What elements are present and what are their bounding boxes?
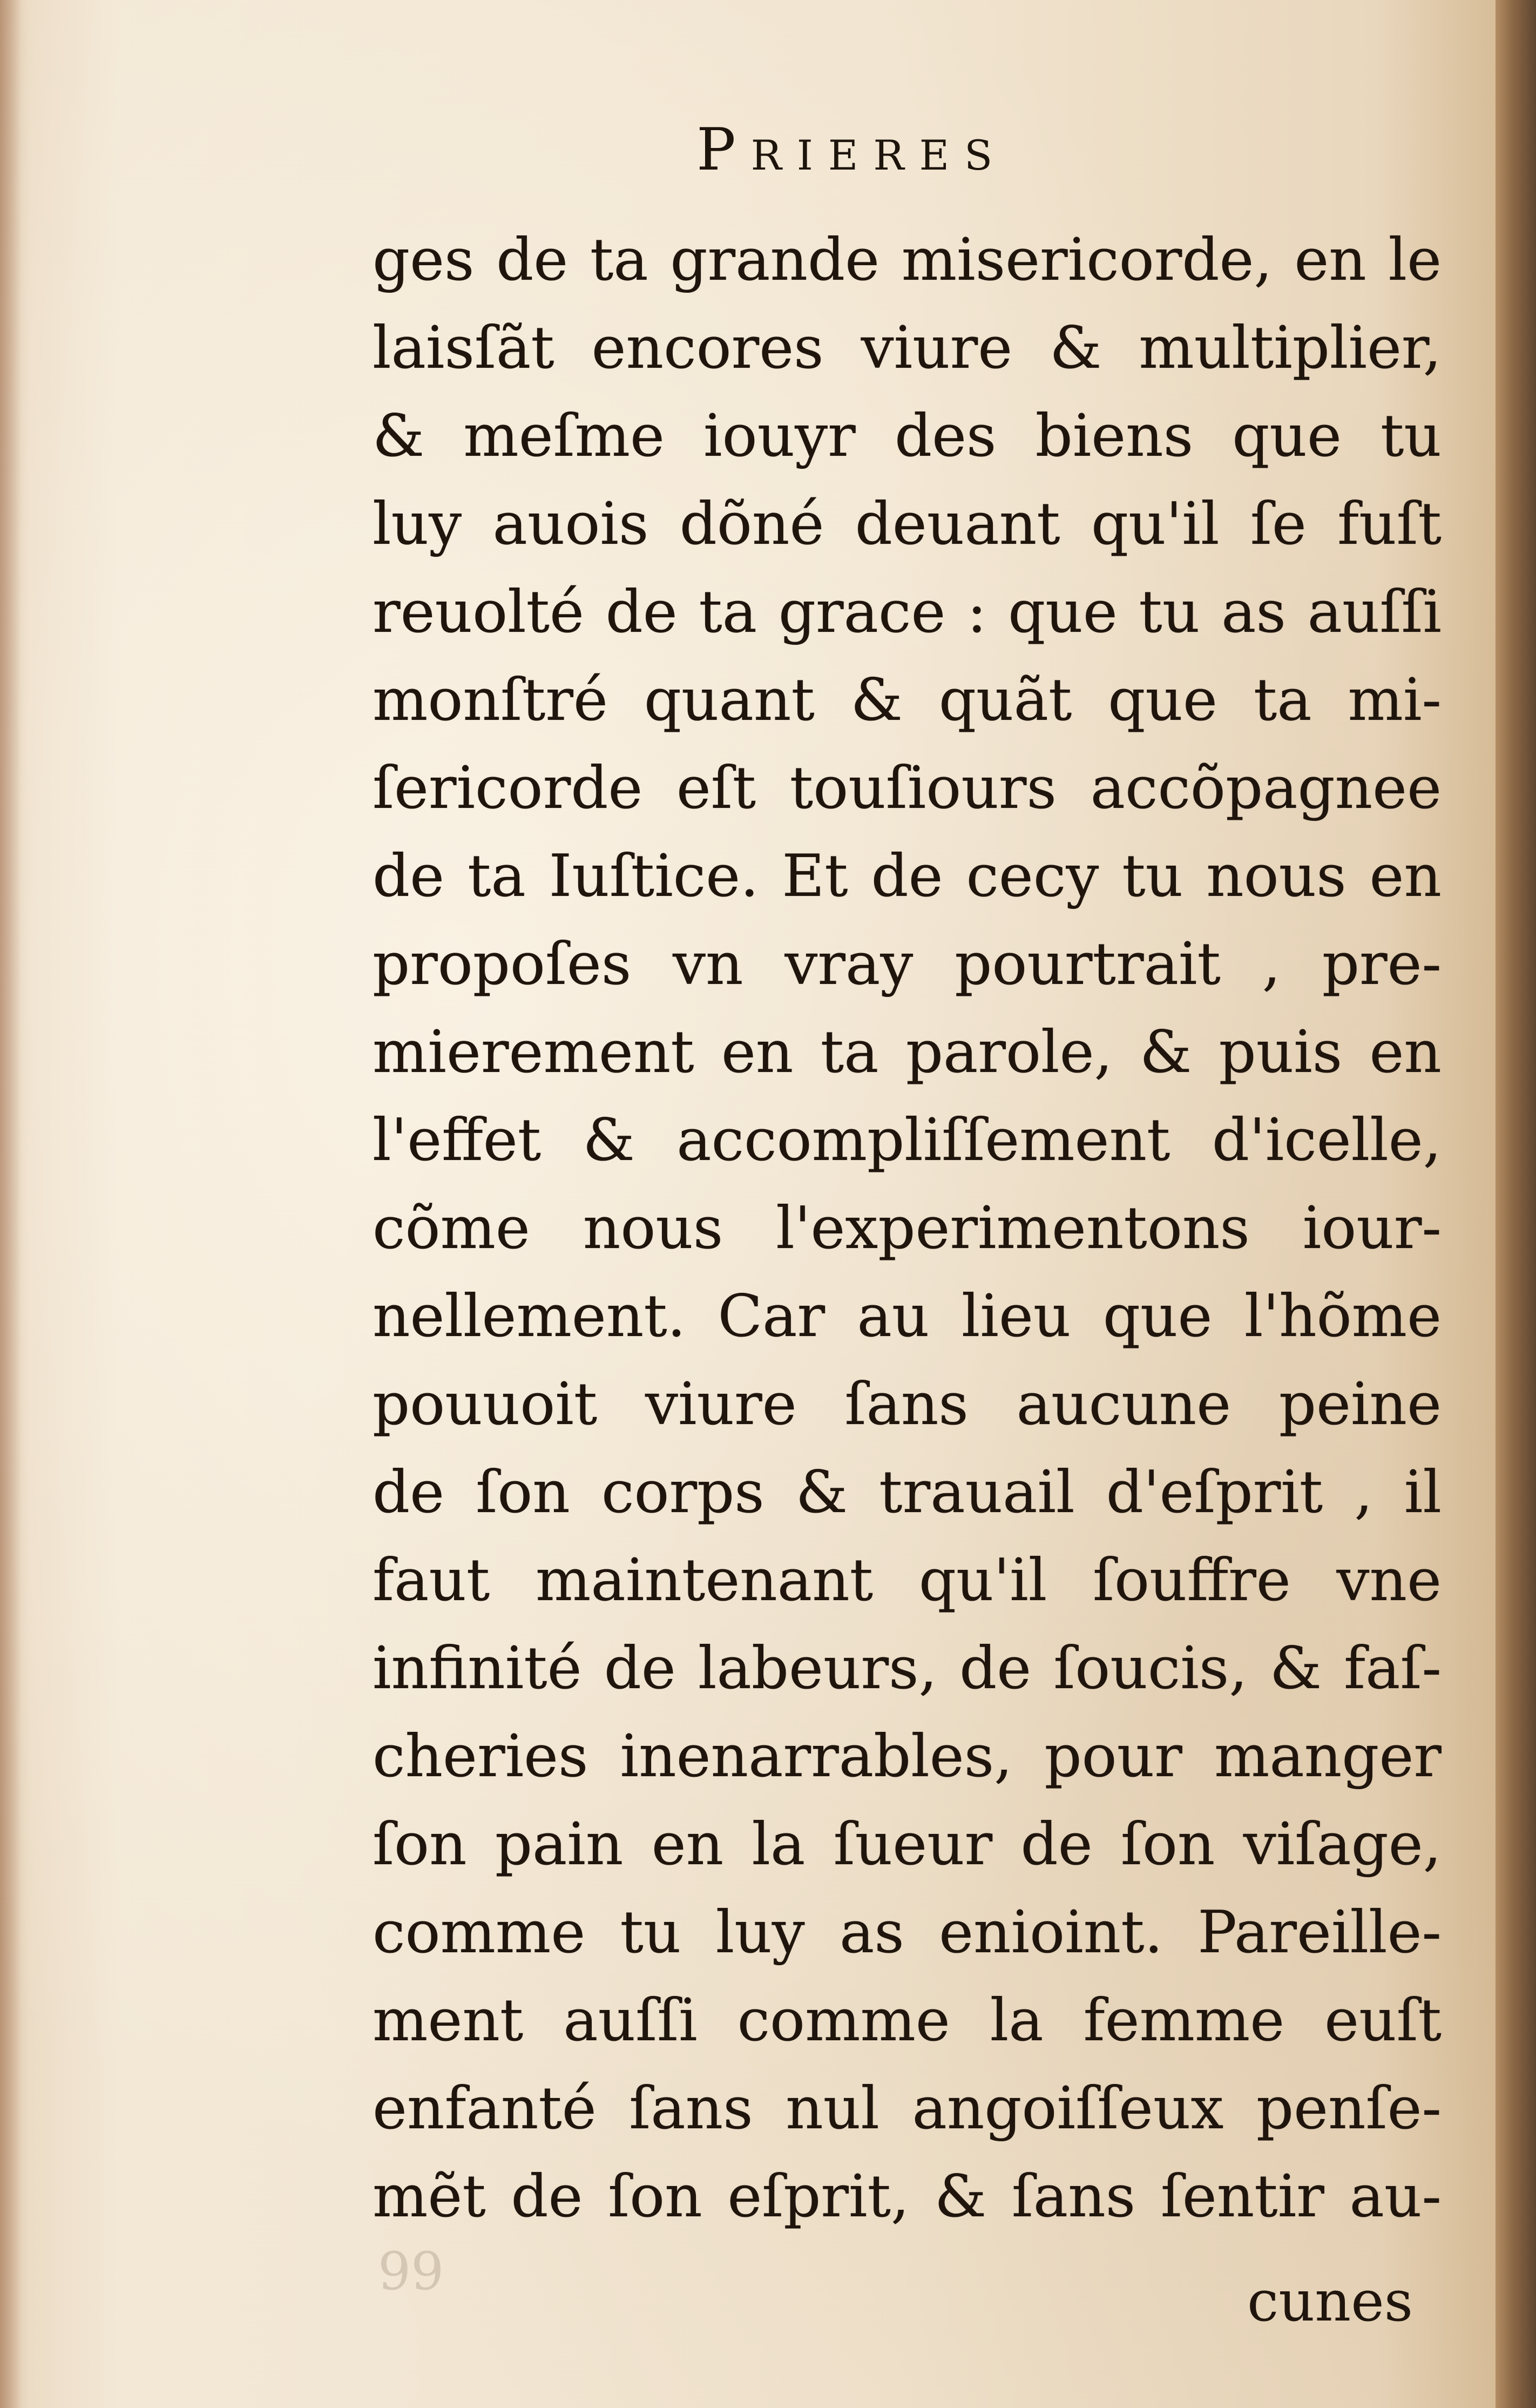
text-line: cõme nous l'experimentons iour- — [373, 1195, 1442, 1262]
text-line: reuolté de ta grace : que tu as auſſi — [373, 578, 1442, 646]
text-line: & meſme iouyr des biens que tu — [373, 402, 1442, 470]
text-line: de ta Iuſtice. Et de cecy tu nous en — [373, 842, 1442, 910]
text-line: luy auois dõné deuant qu'il ſe fuſt — [373, 490, 1442, 558]
body-text — [373, 216, 1442, 2241]
text-line: laisſãt encores viure & multiplier, — [373, 314, 1442, 382]
text-line: cheries inenarrables, pour manger — [373, 1723, 1442, 1790]
text-line: ſericorde eſt touſiours accõpagnee — [373, 754, 1442, 822]
text-line: enfanté ſans nul angoiſſeux penſe- — [373, 2075, 1442, 2142]
text-line: ſon pain en la ſueur de ſon viſage, — [373, 1811, 1442, 1878]
page-edge — [1496, 0, 1536, 2408]
running-head: Prieres — [696, 116, 1008, 184]
show-through-page-number: 99 — [378, 2241, 444, 2302]
catchword: cunes — [1247, 2268, 1413, 2334]
gutter-shadow — [0, 0, 22, 2408]
text-line: ges de ta grande misericorde, en le — [373, 226, 1442, 294]
text-line: comme tu luy as enioint. Pareille- — [373, 1899, 1442, 1966]
text-line: monſtré quant & quãt que ta mi- — [373, 666, 1442, 734]
text-line: l'effet & accompliſſement d'icelle, — [373, 1107, 1442, 1174]
text-line: mẽt de ſon eſprit, & ſans ſentir au- — [373, 2163, 1442, 2230]
text-line: ment auſſi comme la femme euſt — [373, 1987, 1442, 2054]
text-line: pouuoit viure ſans aucune peine — [373, 1371, 1442, 1438]
text-line: de ſon corps & trauail d'eſprit , il — [373, 1459, 1442, 1526]
text-line: nellement. Car au lieu que l'hõme — [373, 1283, 1442, 1350]
text-line: infinité de labeurs, de ſoucis, & faſ- — [373, 1635, 1442, 1702]
text-line: faut maintenant qu'il ſouffre vne — [373, 1547, 1442, 1614]
text-line: mierement en ta parole, & puis en — [373, 1018, 1442, 1086]
text-line: propoſes vn vray pourtrait , pre- — [373, 930, 1442, 998]
